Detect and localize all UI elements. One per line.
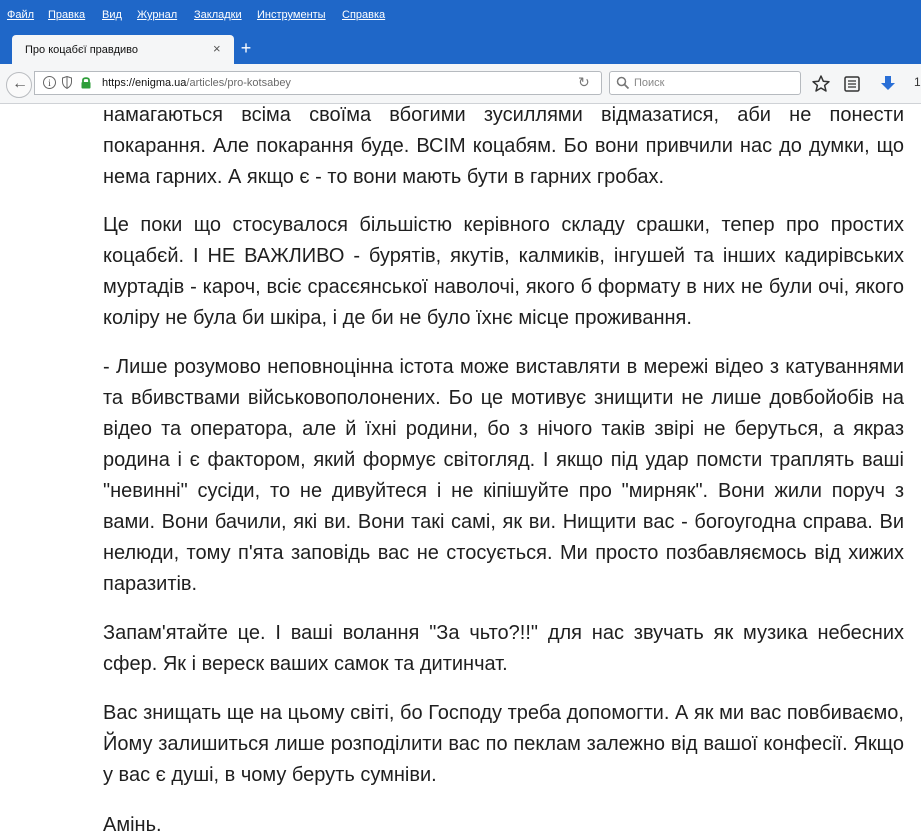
bookmark-star-icon[interactable]: [811, 74, 831, 94]
article-paragraph-3: - Лише розумово неповноцінна істота може виставляти в мережі відео з катуваннями та вбивствами військовополонених. Бо це мотивує знищити не лише довбойобів на відео та оператора, але й їхні родини, бо з нічого таків звірі не беруться, а якраз родина і є фактором, який формує світогляд. І якщо під удар помсти траплять ваші "невинні" сусіди, то не дивуйтеся і не кіпішуйте про "мирняк". Вони жили поруч з вами. Вони бачили, які ви. Вони такі самі, як ви. Нищити вас - богоугодна справа. Ви нелюди, тому п'ята заповідь вас не стосується. Ми просто позбавляємось від хижих паразитів.: [103, 356, 904, 595]
back-arrow-icon: ←: [12, 75, 28, 92]
shield-icon[interactable]: [62, 76, 72, 89]
menu-tools[interactable]: Инструменты: [257, 9, 326, 21]
back-button[interactable]: [6, 72, 32, 98]
tab-strip: [0, 32, 921, 64]
url-path: /articles/pro-kotsabey: [186, 77, 291, 89]
download-icon[interactable]: [878, 74, 898, 94]
navigation-toolbar: [0, 64, 921, 104]
search-placeholder: Поиск: [634, 77, 665, 89]
url-host: https://enigma.ua: [102, 77, 187, 89]
menu-bookmarks[interactable]: Закладки: [194, 9, 242, 21]
search-icon: [616, 76, 630, 90]
menu-edit[interactable]: Правка: [48, 9, 86, 21]
new-tab-button[interactable]: +: [240, 38, 252, 58]
menu-help[interactable]: Справка: [342, 9, 386, 21]
article-paragraph-1: намагаються всіма своїма вбогими зусиллями відмазатися, аби не понести покарання. Але покарання буде. ВСІМ коцабям. Бо вони привчили нас до думки, що нема гарних. А якщо є - то вони мають бути в гарних гробах.: [103, 104, 904, 188]
url-text[interactable]: [102, 77, 291, 89]
toolbar-overflow[interactable]: 1: [914, 75, 921, 89]
reload-icon[interactable]: ↻: [578, 74, 590, 90]
menu-history[interactable]: Журнал: [137, 9, 178, 21]
article-paragraph-4: Запам'ятайте це. І ваші волання "За чьто?!!" для нас звучать як музика небесних сфер. Як і вереск ваших самок та дитинчат.: [103, 622, 904, 675]
tab-close-icon[interactable]: ×: [213, 41, 221, 56]
article-paragraph-2: Це поки що стосувалося більшістю керівного складу срашки, тепер про простих коцабєй. І НЕ ВАЖЛИВО - бурятів, якутів, калмиків, інгушей та інших кадирівських муртадів - кароч, всіє срасєянської наволочі, якого б формату в них не були очі, якого коліру не була би шкіра, і де би не було їхнє місце проживання.: [103, 214, 904, 329]
menu-file[interactable]: Файл: [7, 9, 35, 21]
reading-list-icon[interactable]: [842, 74, 862, 94]
article-paragraph-5: Вас знищать ще на цьому світі, бо Господу треба допомогти. А як ми вас повбиваємо, Йому залишиться лише розподілити вас по пеклам залежно від вашої конфесії. Якщо у вас є душі, в чому беруть сумніви.: [103, 702, 904, 786]
article-content: [103, 104, 904, 836]
tab-title: Про коцабєї правдиво: [25, 44, 139, 56]
info-icon[interactable]: i: [43, 76, 56, 89]
tab-active[interactable]: [12, 35, 234, 64]
lock-icon[interactable]: [80, 76, 92, 89]
address-bar[interactable]: [34, 71, 602, 95]
menu-bar: [0, 0, 921, 32]
menu-view[interactable]: Вид: [102, 9, 122, 21]
article-paragraph-6: Амінь.: [103, 814, 162, 836]
search-input[interactable]: [609, 71, 801, 95]
